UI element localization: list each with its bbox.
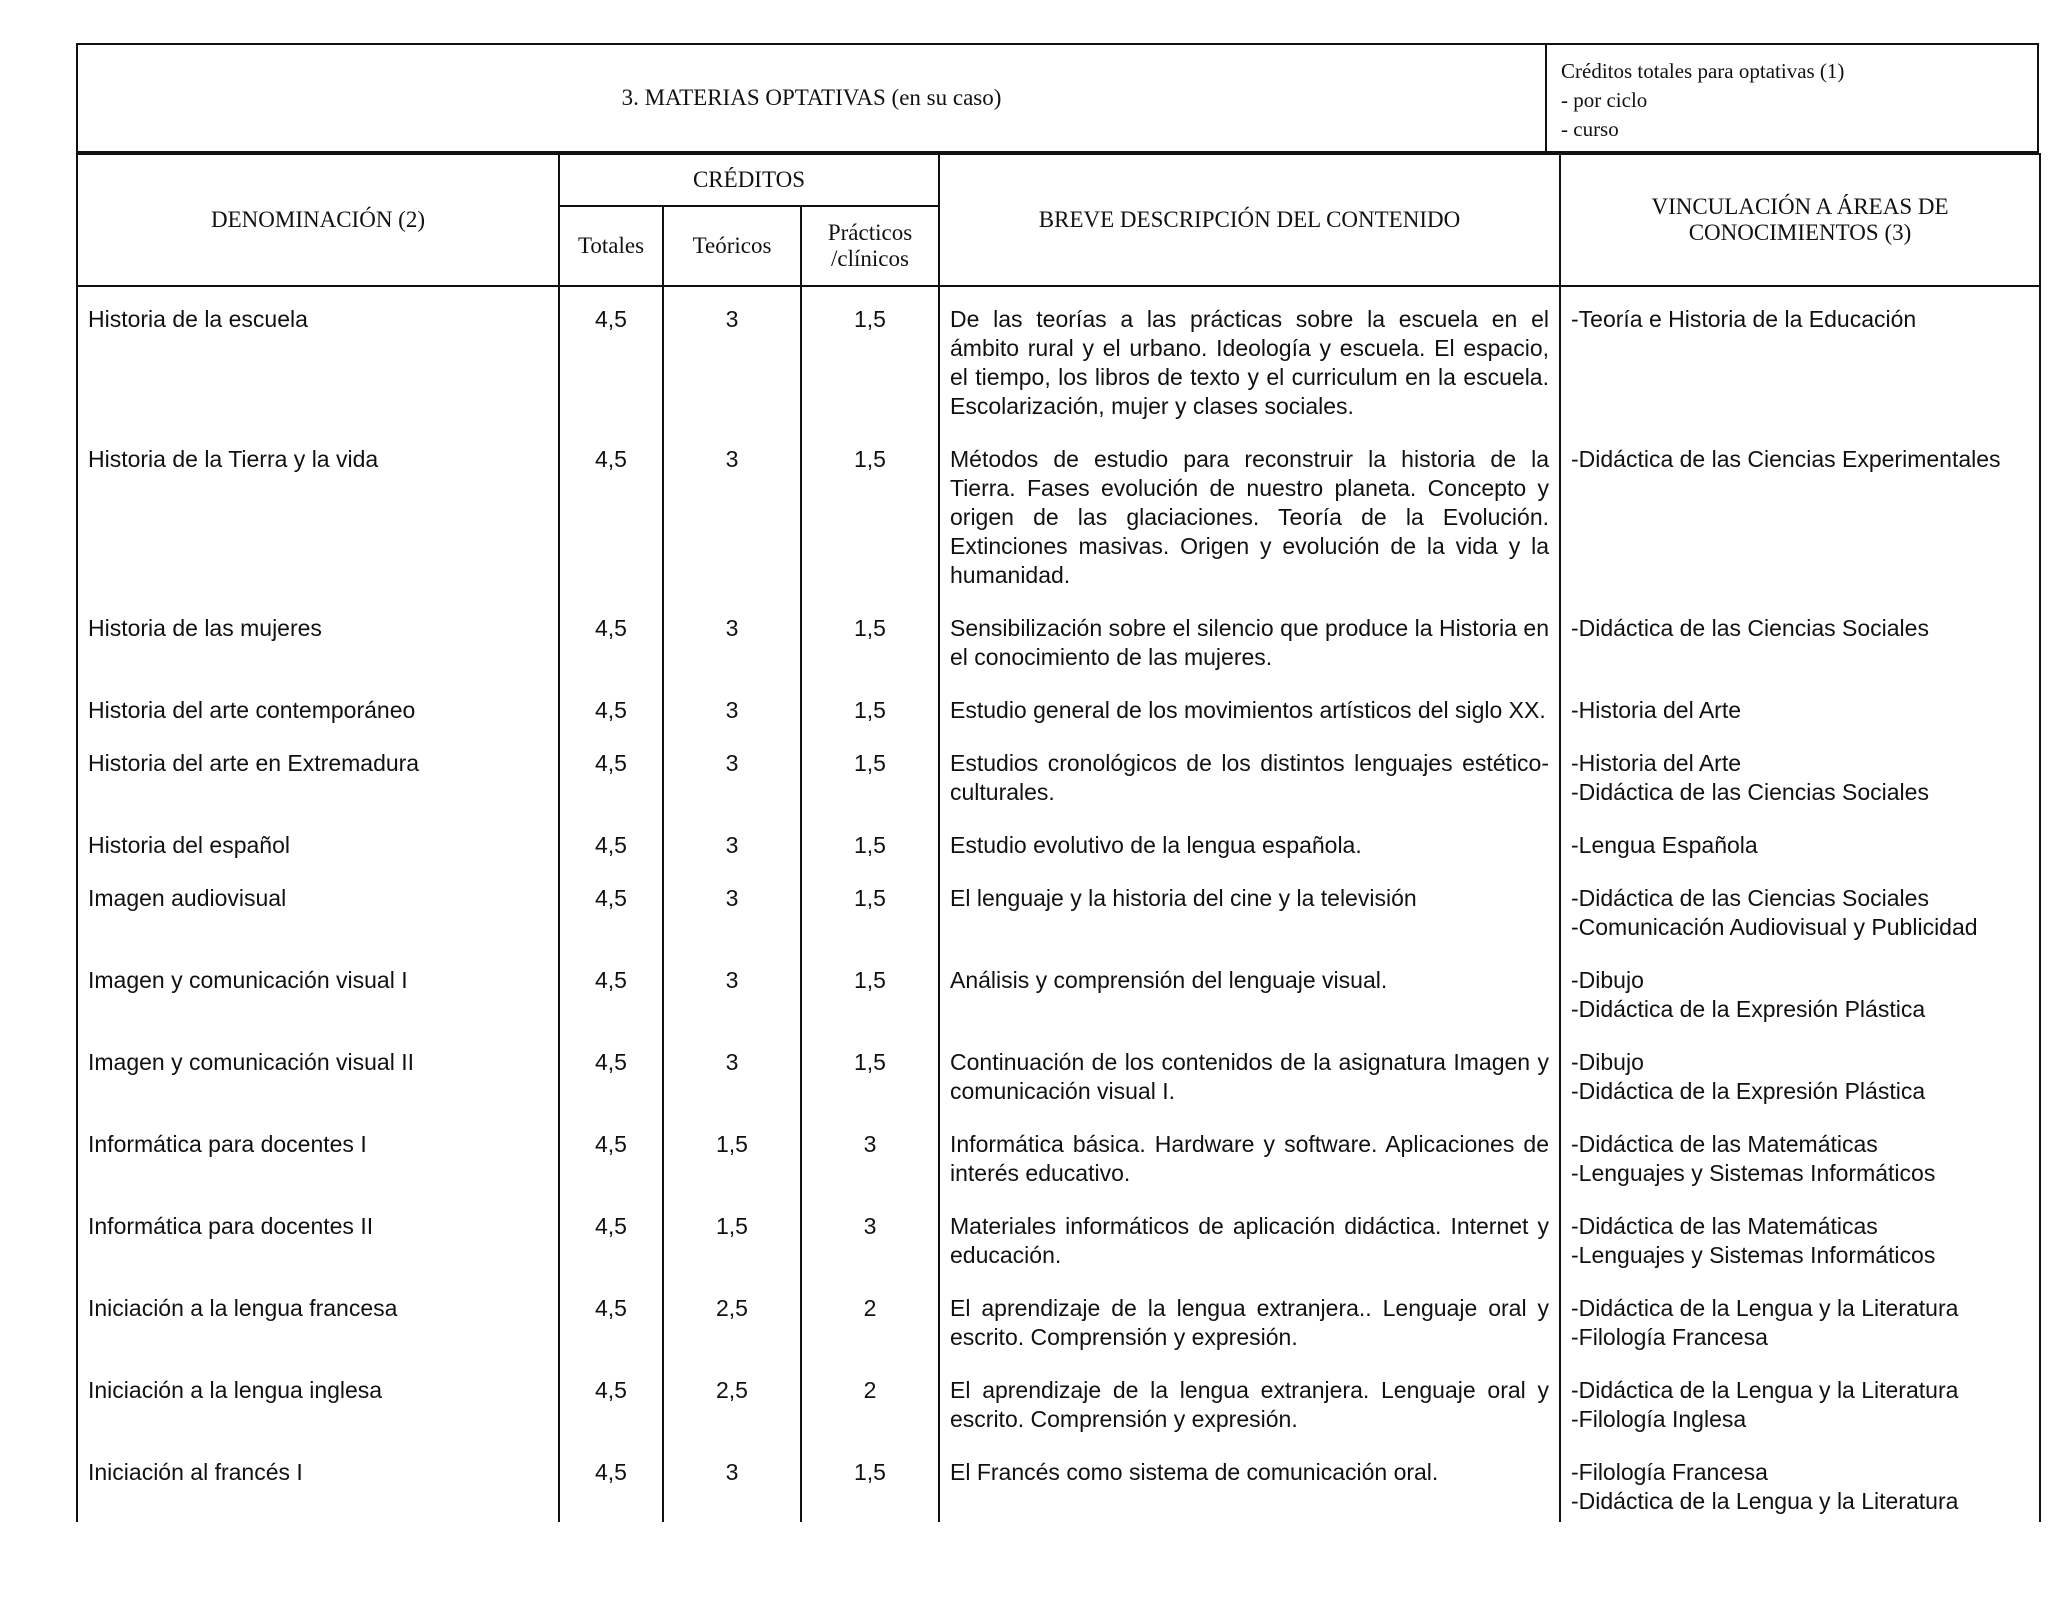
knowledge-areas [1560,866,2040,948]
credits-practicos: 1,5 [801,731,939,813]
content-description: Materiales informáticos de aplicación didáctica. Internet y educación. [939,1194,1560,1276]
table-row [77,866,2040,948]
knowledge-areas [1560,427,2040,596]
credits-totales: 4,5 [559,427,663,596]
subject-name: Historia de la escuela [77,286,559,427]
section-header [76,43,2039,153]
knowledge-area: -Comunicación Audiovisual y Publicidad [1571,914,1978,940]
credits-totales: 4,5 [559,678,663,731]
content-description: De las teorías a las prácticas sobre la escuela en el ámbito rural y el urbano. Ideología y escuela. El espacio, el tiempo, los libros de texto y el curriculum en la escuela. Escolarización, mujer y clases sociales. [939,286,1560,427]
table-row [77,427,2040,596]
credits-teoricos: 3 [663,596,801,678]
knowledge-area: -Didáctica de las Matemáticas [1571,1213,1878,1239]
col-header-teoricos: Teóricos [663,206,801,286]
table-row [77,1440,2040,1522]
knowledge-area: -Historia del Arte [1571,697,1742,723]
credits-practicos: 1,5 [801,286,939,427]
credits-line: - por ciclo [1561,88,1648,112]
credits-line: Créditos totales para optativas (1) [1561,59,1845,83]
subject-name: Historia del español [77,813,559,866]
subject-name: Iniciación a la lengua francesa [77,1276,559,1358]
credits-teoricos: 1,5 [663,1112,801,1194]
content-description: Estudio evolutivo de la lengua española. [939,813,1560,866]
knowledge-area: -Didáctica de las Ciencias Sociales [1571,779,1929,805]
knowledge-areas [1560,1194,2040,1276]
knowledge-areas [1560,731,2040,813]
knowledge-areas [1560,596,2040,678]
table-row [77,1030,2040,1112]
credits-practicos: 2 [801,1358,939,1440]
knowledge-area: -Didáctica de las Ciencias Sociales [1571,885,1929,911]
credits-totales: 4,5 [559,866,663,948]
table-body [77,286,2040,1522]
content-description: Informática básica. Hardware y software. Aplicaciones de interés educativo. [939,1112,1560,1194]
credits-practicos: 1,5 [801,427,939,596]
credits-practicos: 1,5 [801,1440,939,1522]
content-description: Análisis y comprensión del lenguaje visual. [939,948,1560,1030]
subject-name: Historia del arte contemporáneo [77,678,559,731]
subject-name: Imagen audiovisual [77,866,559,948]
content-description: El aprendizaje de la lengua extranjera. Lenguaje oral y escrito. Comprensión y expresión. [939,1358,1560,1440]
credits-practicos: 1,5 [801,1030,939,1112]
credits-totales: 4,5 [559,1276,663,1358]
subject-name: Historia del arte en Extremadura [77,731,559,813]
col-header-vinculacion: VINCULACIÓN A ÁREAS DE CONOCIMIENTOS (3) [1560,154,2040,286]
credits-teoricos: 3 [663,813,801,866]
knowledge-areas [1560,1440,2040,1522]
table-row [77,1276,2040,1358]
knowledge-area: -Didáctica de la Lengua y la Literatura [1571,1295,1959,1321]
credits-practicos: 3 [801,1112,939,1194]
content-description: Métodos de estudio para reconstruir la historia de la Tierra. Fases evolución de nuestro planeta. Concepto y origen de las glaciaciones. Teoría de la Evolución. Extinciones masivas. Origen y evolución de la vida y la humanidad. [939,427,1560,596]
credits-teoricos: 3 [663,948,801,1030]
knowledge-area: -Lengua Española [1571,832,1758,858]
content-description: Sensibilización sobre el silencio que produce la Historia en el conocimiento de las mujeres. [939,596,1560,678]
table-row [77,1194,2040,1276]
knowledge-areas [1560,948,2040,1030]
section-title: 3. MATERIAS OPTATIVAS (en su caso) [78,45,1547,151]
credits-totales: 4,5 [559,1030,663,1112]
knowledge-area: -Didáctica de la Lengua y la Literatura [1571,1377,1959,1403]
subject-name: Historia de la Tierra y la vida [77,427,559,596]
content-description: El lenguaje y la historia del cine y la televisión [939,866,1560,948]
subject-name: Imagen y comunicación visual II [77,1030,559,1112]
credits-teoricos: 3 [663,286,801,427]
knowledge-area: -Filología Francesa [1571,1324,1768,1350]
table-row [77,813,2040,866]
credits-totales: 4,5 [559,948,663,1030]
knowledge-area: -Lenguajes y Sistemas Informáticos [1571,1160,1936,1186]
credits-practicos: 1,5 [801,948,939,1030]
credits-teoricos: 3 [663,1030,801,1112]
knowledge-area: -Dibujo [1571,967,1644,993]
total-credits-box [1547,45,2037,151]
credits-practicos: 3 [801,1194,939,1276]
credits-teoricos: 2,5 [663,1358,801,1440]
knowledge-areas [1560,678,2040,731]
subject-name: Informática para docentes II [77,1194,559,1276]
table-row [77,948,2040,1030]
knowledge-area: -Didáctica de las Ciencias Experimentales [1571,446,2001,472]
table-row [77,596,2040,678]
table-row [77,678,2040,731]
col-header-descripcion: BREVE DESCRIPCIÓN DEL CONTENIDO [939,154,1560,286]
knowledge-area: -Didáctica de las Matemáticas [1571,1131,1878,1157]
subject-name: Iniciación a la lengua inglesa [77,1358,559,1440]
table-row [77,286,2040,427]
content-description: El aprendizaje de la lengua extranjera.. Lenguaje oral y escrito. Comprensión y expresión. [939,1276,1560,1358]
document-sheet [76,43,2039,1522]
credits-teoricos: 3 [663,1440,801,1522]
credits-totales: 4,5 [559,1358,663,1440]
content-description: Estudio general de los movimientos artísticos del siglo XX. [939,678,1560,731]
knowledge-areas [1560,813,2040,866]
content-description: Continuación de los contenidos de la asignatura Imagen y comunicación visual I. [939,1030,1560,1112]
credits-totales: 4,5 [559,1112,663,1194]
credits-totales: 4,5 [559,596,663,678]
subject-name: Iniciación al francés I [77,1440,559,1522]
credits-line: - curso [1561,117,1619,141]
credits-practicos: 2 [801,1276,939,1358]
credits-practicos: 1,5 [801,596,939,678]
col-header-practicos: Prácticos /clínicos [801,206,939,286]
table-row [77,731,2040,813]
knowledge-area: -Didáctica de la Expresión Plástica [1571,1078,1926,1104]
credits-teoricos: 1,5 [663,1194,801,1276]
knowledge-area: -Dibujo [1571,1049,1644,1075]
credits-totales: 4,5 [559,813,663,866]
credits-teoricos: 3 [663,866,801,948]
knowledge-area: -Didáctica de la Expresión Plástica [1571,996,1926,1022]
table-row [77,1358,2040,1440]
knowledge-area: -Filología Francesa [1571,1459,1768,1485]
subject-name: Historia de las mujeres [77,596,559,678]
knowledge-areas [1560,1358,2040,1440]
credits-practicos: 1,5 [801,678,939,731]
credits-practicos: 1,5 [801,866,939,948]
optional-subjects-table [76,153,2041,1522]
credits-teoricos: 2,5 [663,1276,801,1358]
knowledge-area: -Filología Inglesa [1571,1406,1747,1432]
content-description: El Francés como sistema de comunicación oral. [939,1440,1560,1522]
knowledge-area: -Didáctica de la Lengua y la Literatura [1571,1488,1959,1514]
credits-teoricos: 3 [663,731,801,813]
knowledge-areas [1560,286,2040,427]
credits-teoricos: 3 [663,678,801,731]
subject-name: Imagen y comunicación visual I [77,948,559,1030]
credits-totales: 4,5 [559,1194,663,1276]
content-description: Estudios cronológicos de los distintos lenguajes estético-culturales. [939,731,1560,813]
knowledge-areas [1560,1112,2040,1194]
credits-teoricos: 3 [663,427,801,596]
knowledge-areas [1560,1276,2040,1358]
credits-totales: 4,5 [559,1440,663,1522]
col-header-totales: Totales [559,206,663,286]
col-header-creditos: CRÉDITOS [559,154,939,206]
credits-totales: 4,5 [559,286,663,427]
knowledge-area: -Historia del Arte [1571,750,1742,776]
subject-name: Informática para docentes I [77,1112,559,1194]
knowledge-areas [1560,1030,2040,1112]
knowledge-area: -Didáctica de las Ciencias Sociales [1571,615,1929,641]
table-row [77,1112,2040,1194]
knowledge-area: -Teoría e Historia de la Educación [1571,306,1917,332]
col-header-denominacion: DENOMINACIÓN (2) [77,154,559,286]
credits-totales: 4,5 [559,731,663,813]
knowledge-area: -Lenguajes y Sistemas Informáticos [1571,1242,1936,1268]
credits-practicos: 1,5 [801,813,939,866]
